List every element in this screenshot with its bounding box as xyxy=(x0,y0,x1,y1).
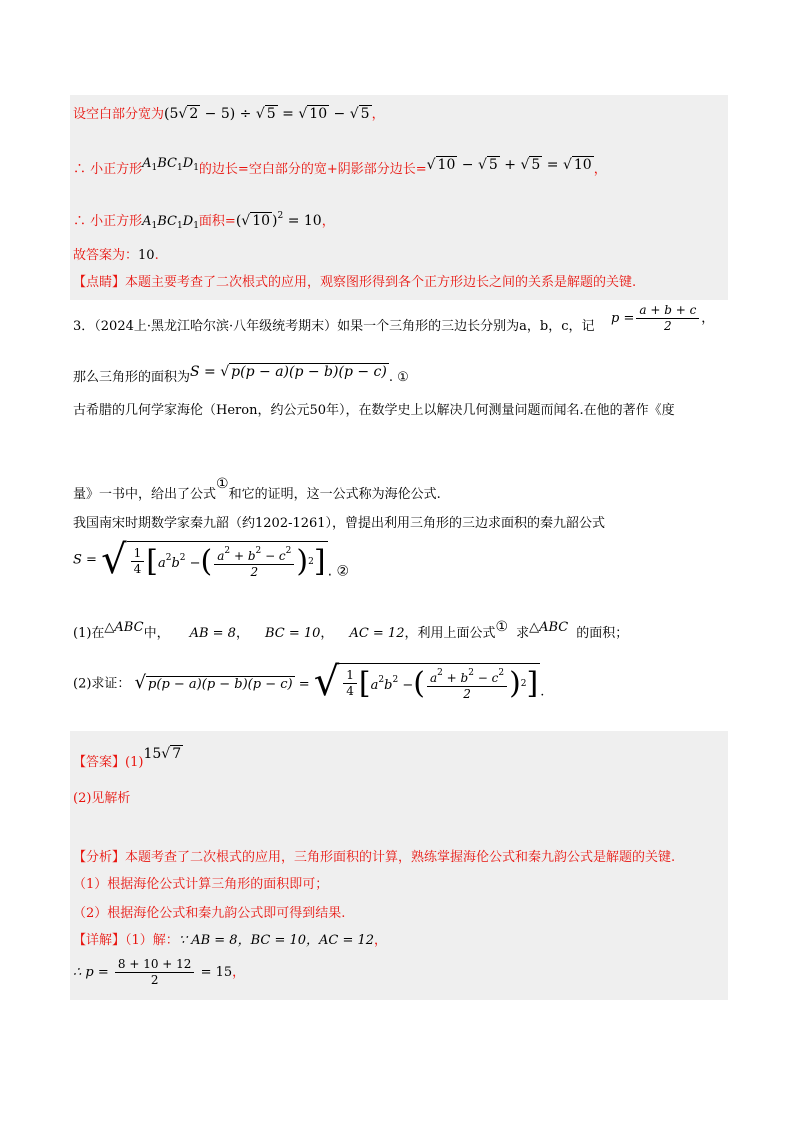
part-1-line: (1)在△ABC中， AB = 8， BC = 10， AC = 12，利用上面公式① 求△ABC 的面积； xyxy=(73,619,629,641)
detail-line: 【详解】（1）解：∵ AB = 8，BC = 10，AC = 12， xyxy=(73,933,388,948)
side-length-expression: √ 10 − √ 5 + √ 5 = √ 10 xyxy=(426,157,592,173)
history-line-2: 量》一书中，给出了公式①和它的证明，这一公式称为海伦公式. xyxy=(73,476,441,502)
answer-part-1-value: 15√ 7 xyxy=(143,746,182,762)
solution-line-3: ∴ 小正方形$A_1BC_1D_1$面积=(√ 10 )$^2$ = 10， xyxy=(73,211,335,231)
qin-formula: S = √ $\frac{1}{4}$ [ $a^2b^2$ − ( $\frac{a^2 + b^2 - c^2}{2}$ ) 2 ] . ② xyxy=(73,537,350,583)
triangle-label: △ABC xyxy=(104,620,144,635)
area-intro-line: 那么三角形的面积为S = √ p(p − a)(p − b)(p − c) . ① xyxy=(73,364,409,385)
solution-line-2: ∴ 小正方形$A_1BC_1D_1$的边长=空白部分的宽+阴影部分边长=√ 10 − √ 5 + √ 5 = √ 10 ， xyxy=(73,156,607,177)
part-2-line: (2)求证： √ p(p − a)(p − b)(p − c) = √ $\frac{1}{4}$ [ $a^2b^2$ − ( $\frac{a^2 + b^2 - c^2}{2}$ ) 2 ] . xyxy=(73,659,545,705)
qin-intro-line: 我国南宋时期数学家秦九韶（约1202-1261），曾提出利用三角形的三边求面积的秦九韶公式 xyxy=(73,516,606,531)
p-definition: p = $\frac{a + b + c}{2}$ ， xyxy=(611,303,715,333)
analysis-line: 【分析】本题考查了二次根式的应用，三角形面积的计算，熟练掌握海伦公式和秦九韵公式是解题的关键. xyxy=(73,850,676,865)
history-line-1: 古希腊的几何学家海伦（Heron，约公元50年），在数学史上以解决几何测量问题而闻名.在他的著作《度 xyxy=(73,403,675,418)
triangle-label: △ABC xyxy=(529,620,569,635)
area-expression: (√ 10 )$^2$ = 10 xyxy=(235,211,322,229)
answer-part-2-line: (2)见解析 xyxy=(73,791,131,806)
square-label: $A_1BC_1D_1$ xyxy=(142,214,199,231)
square-label: $A_1BC_1D_1$ xyxy=(142,156,199,173)
given-sides: ∵ AB = 8，BC = 10，AC = 12 xyxy=(178,933,375,948)
analysis-step-1: （1）根据海伦公式计算三角形的面积即可； xyxy=(73,877,329,892)
analysis-step-2: （2）根据海伦公式和秦九韵公式即可得到结果. xyxy=(73,906,346,921)
formula-mark-2: . ② xyxy=(327,563,350,580)
solution-line-1: 设空白部分宽为(5√ 2 − 5) ÷ √ 5 = √ 10 − √ 5 ， xyxy=(73,106,385,122)
width-expression: (5√ 2 − 5) ÷ √ 5 = √ 10 − √ 5 xyxy=(164,106,370,122)
heron-formula: S = √ p(p − a)(p − b)(p − c) xyxy=(190,364,387,380)
answer-line: 故答案为：10. xyxy=(73,248,159,263)
answer-header-line: 【答案】(1)15√ 7 xyxy=(73,746,182,770)
bc-value: BC = 10 xyxy=(264,626,321,641)
solution-block-previous xyxy=(70,95,728,300)
answer-value: 10 xyxy=(138,248,155,263)
p-calculation: ∴ p = $\frac{8 + 10 + 12}{2}$ = 15， xyxy=(73,957,246,987)
formula-mark-1-ref: ① xyxy=(216,476,229,492)
comment-line: 【点睛】本题主要考查了二次根式的应用，观察图形得到各个正方形边长之间的关系是解题的关键. xyxy=(73,275,637,290)
question-3-header: 3．（2024上·黑龙江哈尔滨·八年级统考期末）如果一个三角形的三边长分别为a，b，c，记 xyxy=(73,319,595,334)
ac-value: AC = 12 xyxy=(349,626,405,641)
ab-value: AB = 8 xyxy=(189,626,236,641)
formula-mark-1: . ① xyxy=(388,370,409,385)
